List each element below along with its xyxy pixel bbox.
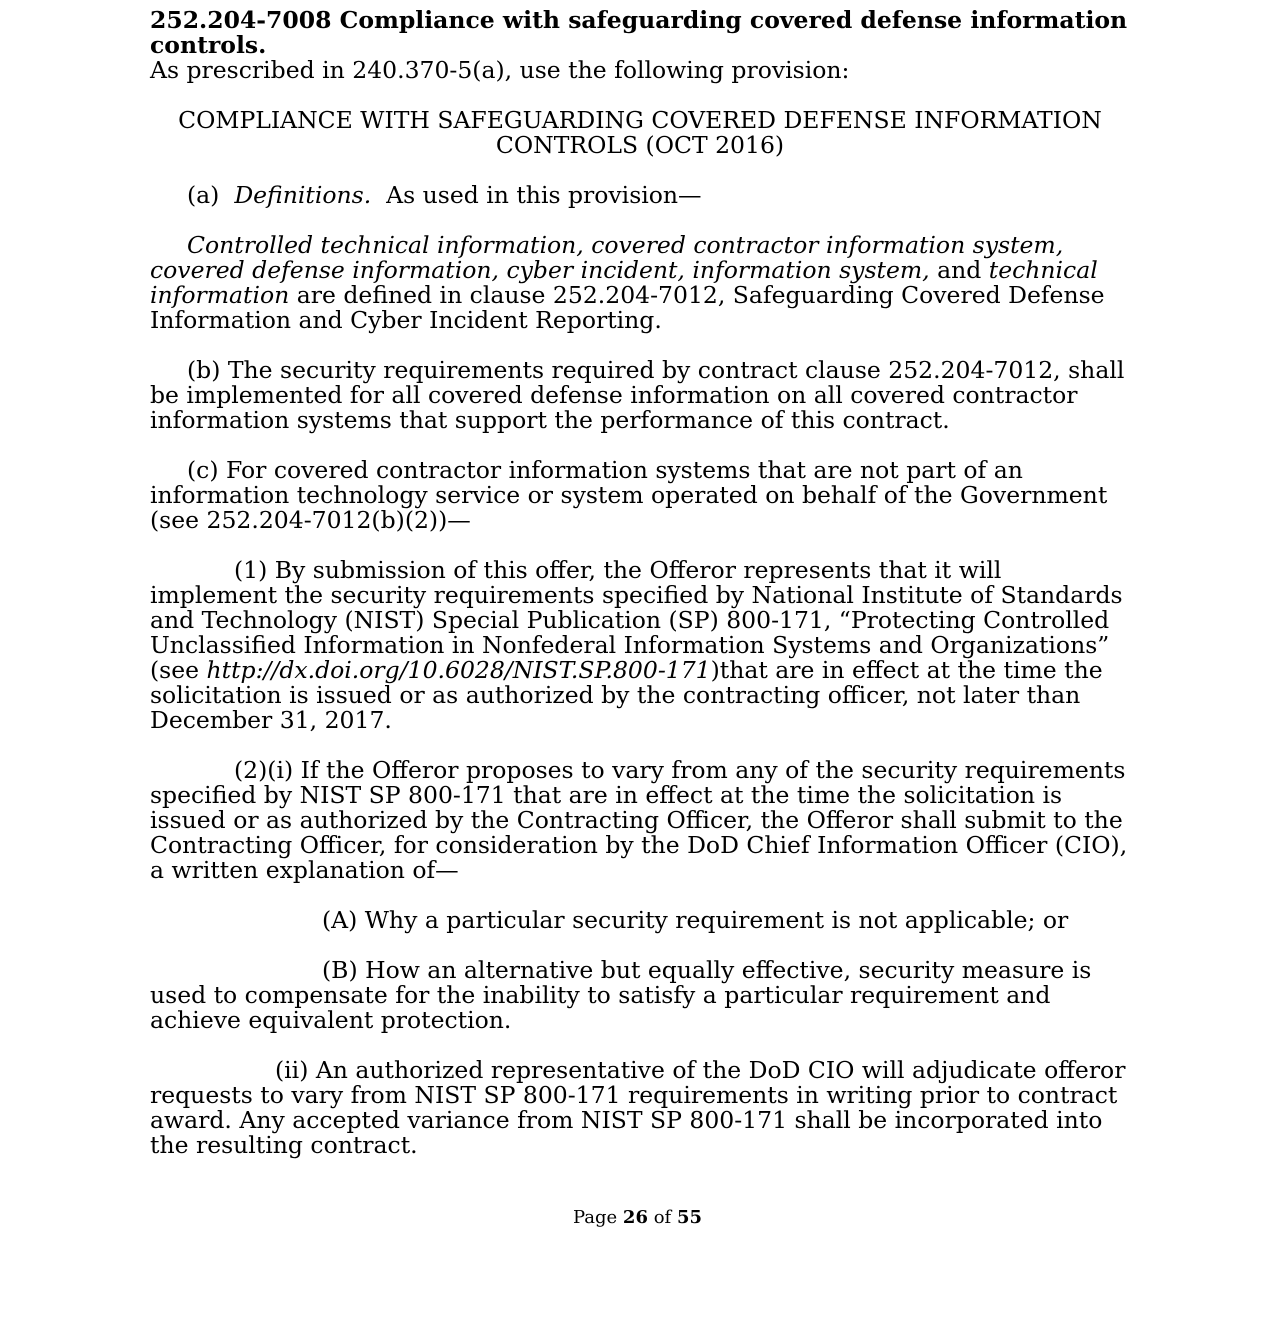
clause-title: COMPLIANCE WITH SAFEGUARDING COVERED DEFENSE INFORMATION CONTROLS (OCT 2016) [178, 106, 1102, 159]
total-pages-number: 55 [676, 1207, 702, 1228]
defined-terms: Controlled technical information, covered contractor information system, covered defense information, cyber incident, information system, [150, 231, 1064, 284]
paragraph-c-1-text-end: )that are in effect at the time the solicitation is issued or as authorized by the contracting officer, not later than December 31, 2017. [150, 656, 1103, 734]
paragraph-c-1-text: (1) By submission of this offer, the Offeror represents that it will implement the security requirements specified by National Institute of Standards and Technology (NIST) Special Publication (SP) 800-171, “Protecting Controlled Unclassified Information in Nonfederal Information Systems and Organizations” (see [150, 556, 1123, 684]
paragraph-ii: (ii) An authorized representative of the DoD CIO will adjudicate offeror requests to vary from NIST SP 800-171 requirements in writing prior to contract award. Any accepted variance from NIST SP 800-171 shall be incorporated into the resulting contract. [150, 1056, 1126, 1159]
paragraph-a-label: (a) [187, 181, 220, 209]
paragraph-a-term: Definitions. [234, 181, 372, 209]
paragraph-c: (c) For covered contractor information systems that are not part of an information technology service or system operated on behalf of the Government (see 252.204-7012(b)(2))— [150, 456, 1108, 534]
document-page [150, 8, 1130, 1158]
paragraph-A: (A) Why a particular security requirement is not applicable; or [322, 906, 1069, 934]
of-word: of [647, 1207, 677, 1228]
paragraph-b: (b) The security requirements required by contract clause 252.204-7012, shall be implemented for all covered defense information on all covered contractor information systems that support the performance of this contract. [150, 356, 1125, 434]
prescription-text: As prescribed in 240.370-5(a), use the following provision: [150, 56, 850, 84]
definitions-paragraph [150, 233, 1130, 333]
paragraph-a-text: As used in this provision— [386, 181, 702, 209]
nist-link: http://dx.doi.org/10.6028/NIST.SP.800-171 [206, 656, 711, 684]
section-title: 252.204-7008 Compliance with safeguarding covered defense information controls. [150, 6, 1128, 59]
page-footer [0, 1207, 1275, 1228]
page-word: Page [572, 1207, 623, 1228]
paragraph-B: (B) How an alternative but equally effective, security measure is used to compensate for the inability to satisfy a particular requirement and achieve equivalent protection. [150, 956, 1092, 1034]
current-page-number: 26 [622, 1207, 648, 1228]
defined-term-technical: technical information [150, 256, 1098, 309]
paragraph-a [150, 183, 1130, 208]
definitions-and: and [929, 256, 989, 284]
paragraph-c-1 [150, 558, 1130, 733]
paragraph-c-2-i: (2)(i) If the Offeror proposes to vary from any of the security requirements specified by NIST SP 800-171 that are in effect at the time the solicitation is issued or as authorized by the Contracting Officer, the Offeror shall submit to the Contracting Officer, for consideration by the DoD Chief Information Officer (CIO), a written explanation of— [150, 756, 1128, 884]
definitions-text: are defined in clause 252.204-7012, Safeguarding Covered Defense Information and Cyber Incident Reporting. [150, 281, 1105, 334]
